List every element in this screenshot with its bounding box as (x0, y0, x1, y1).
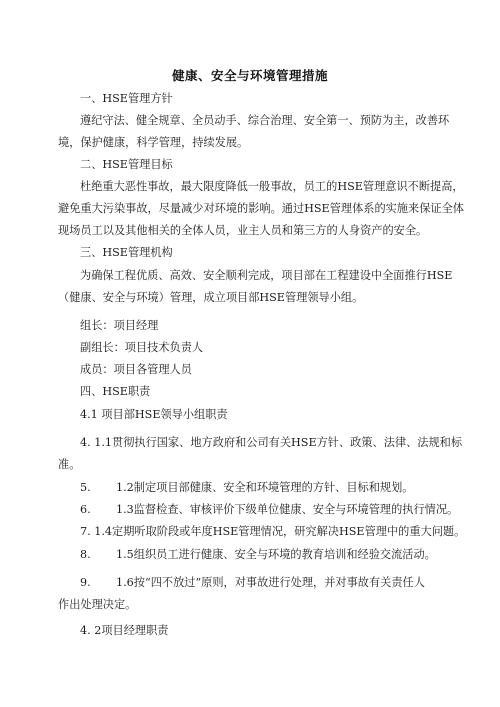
list-item-line: 准。 (58, 458, 81, 471)
section-2-paragraph-line: 现场员工以及其他相关的全体人员，业主人员和第三方的人身资产的安全。 (58, 224, 428, 237)
document-title: 健康、安全与环境管理措施 (171, 68, 328, 83)
section-1-paragraph-line: 遵纪守法、健全规章、全员动手、综合治理、安全第一、预防为主，改善环 (80, 114, 450, 127)
subsection-4-2-heading: 4. 2项目经理职责 (80, 624, 169, 637)
section-3-paragraph-line: （健康、安全与环境）管理，成立项目部HSE管理领导小组。 (58, 291, 364, 304)
section-4-heading: 四、HSE职责 (80, 385, 151, 398)
leader-line: 组长：项目经理 (80, 319, 159, 332)
list-item-number: 6. (80, 503, 91, 516)
subsection-4-1-heading: 4.1 项目部HSE领导小组职责 (80, 408, 228, 421)
section-2-heading: 二、HSE管理目标 (80, 158, 173, 171)
list-item-number: 9. (80, 576, 91, 589)
section-1-heading: 一、HSE管理方针 (80, 92, 173, 105)
section-2-paragraph-line: 避免重大污染事故，尽量减少对环境的影响。通过HSE管理体系的实施来保证全体 (58, 202, 464, 215)
list-item-text: 1.3监督检查、审核评价下级单位健康、安全与环境管理的执行情况。 (116, 503, 459, 516)
list-item-text: 1.6按“四不放过”原则，对事故进行处理，并对事故有关责任人 (116, 576, 425, 589)
list-item-line: 作出处理决定。 (58, 598, 137, 611)
list-item-line: 4. 1.1贯彻执行国家、地方政府和公司有关HSE方针、政策、法律、法规和标 (80, 436, 463, 449)
section-1-paragraph-line: 境，保护健康，科学管理，持续发展。 (58, 136, 249, 149)
section-3-paragraph-line: 为确保工程优质、高效、安全顺利完成，项目部在工程建设中全面推行HSE (80, 269, 453, 282)
list-item-text: 1.5组织员工进行健康、安全与环境的教育培训和经验交流活动。 (116, 548, 436, 561)
list-item-text: 1.2制定项目部健康、安全和环境管理的方针、目标和规划。 (116, 481, 414, 494)
deputy-leader-line: 副组长：项目技术负责人 (80, 341, 204, 354)
list-item-number: 5. (80, 481, 91, 494)
section-2-paragraph-line: 杜绝重大恶性事故，最大限度降低一般事故，员工的HSE管理意识不断提高， (80, 180, 464, 193)
members-line: 成员：项目各管理人员 (80, 363, 192, 376)
section-3-heading: 三、HSE管理机构 (80, 246, 173, 259)
list-item-line: 7. 1.4定期听取阶段或年度HSE管理情况，研究解决HSE管理中的重大问题。 (80, 525, 466, 538)
list-item-number: 8. (80, 548, 91, 561)
